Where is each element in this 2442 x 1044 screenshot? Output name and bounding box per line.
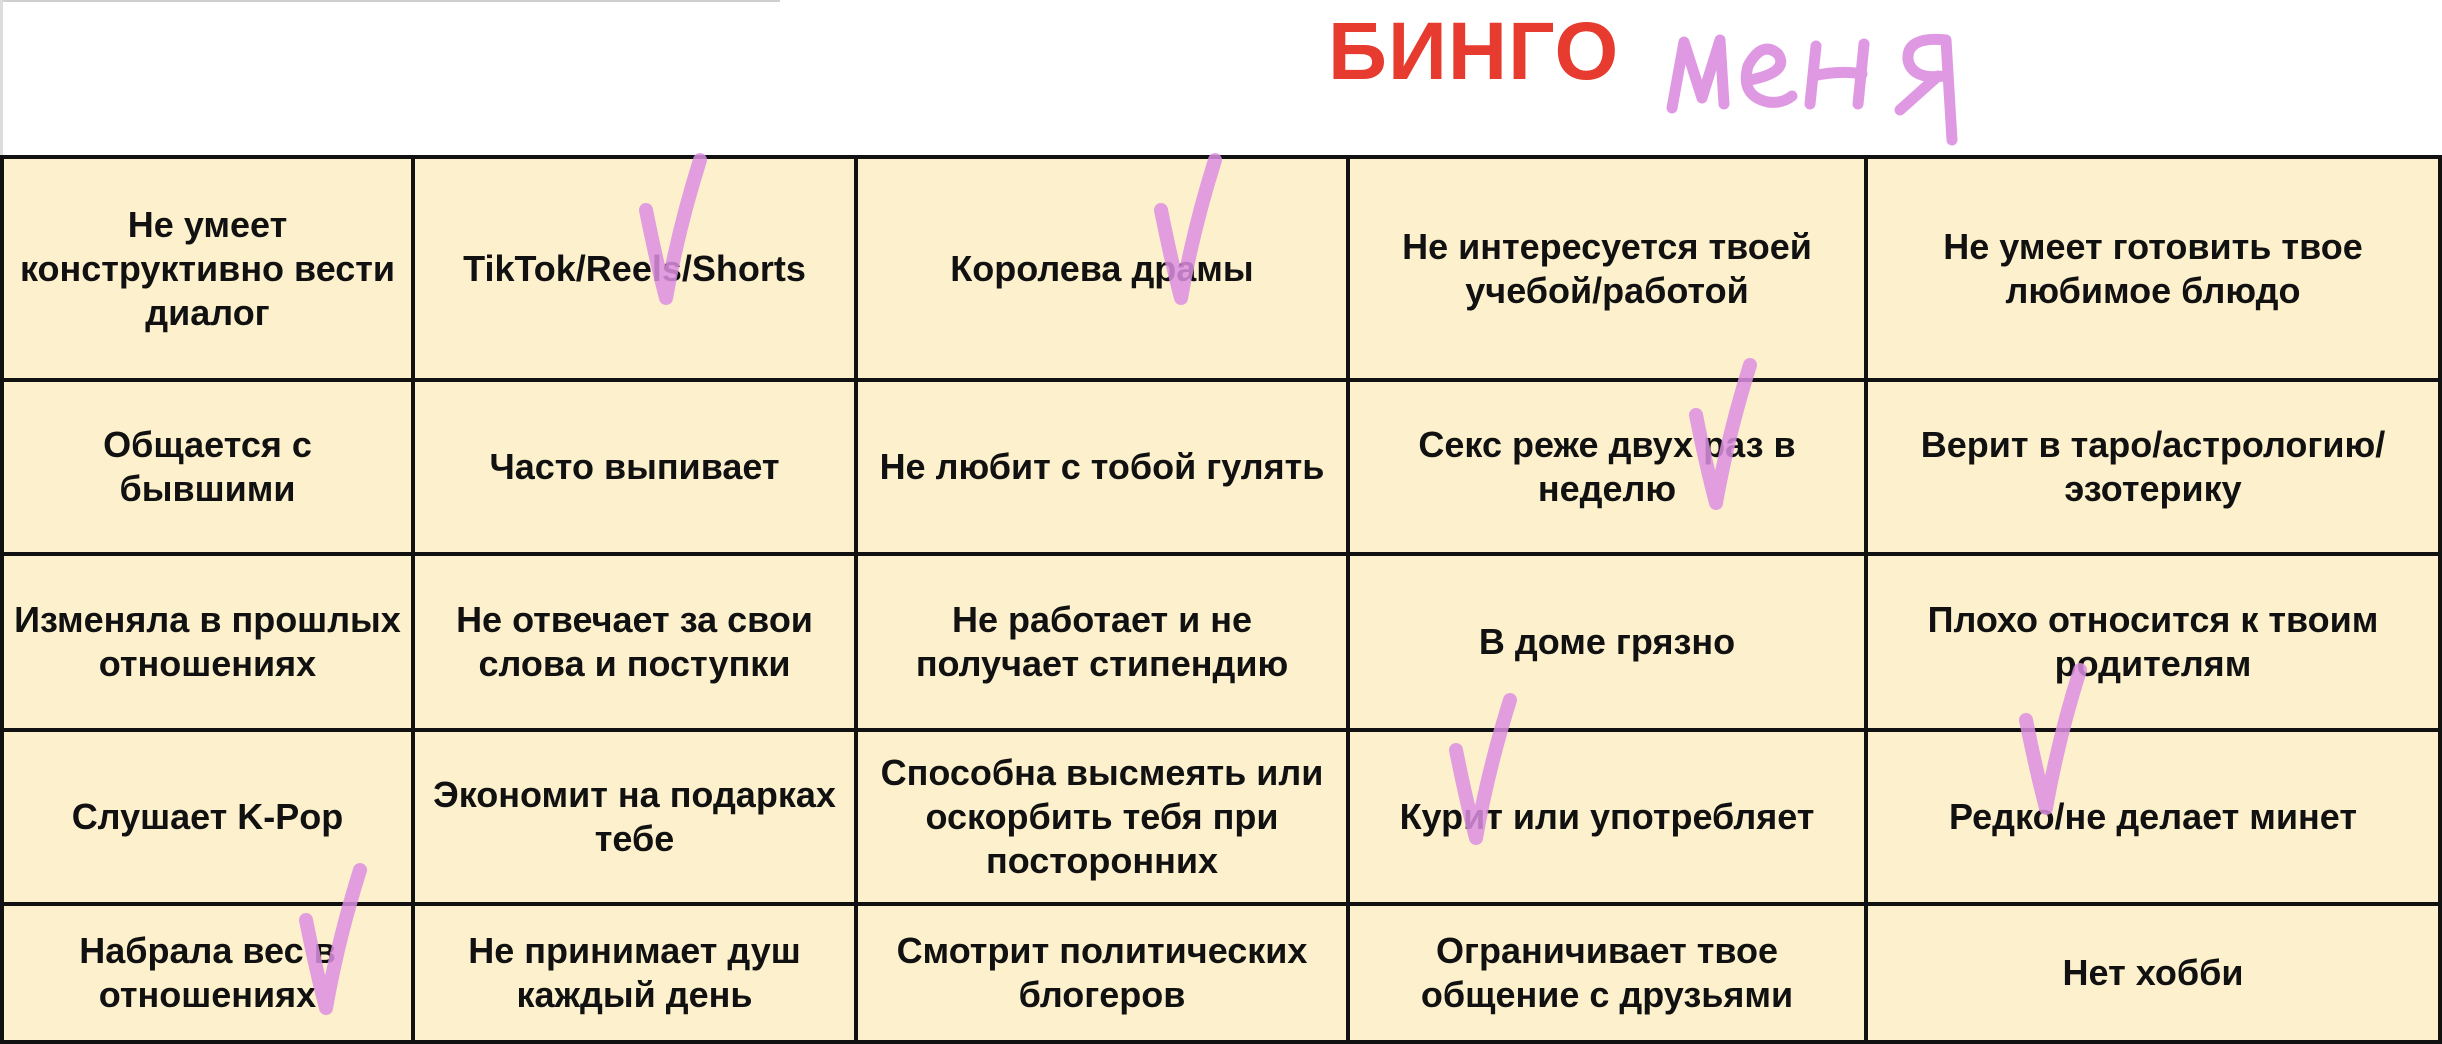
bingo-cell-label: Экономит на подарках тебе <box>433 774 836 859</box>
bingo-cell-label: Секс реже двух раз в неделю <box>1418 424 1796 509</box>
top-edge-line <box>0 0 780 2</box>
bingo-cell-label: Ограничивает твое общение с друзьями <box>1420 930 1794 1015</box>
bingo-cell <box>1868 556 2438 732</box>
bingo-cell <box>4 382 415 556</box>
handwritten-note <box>1650 0 2030 150</box>
bingo-cell <box>415 382 858 556</box>
bingo-cell-label: Способна высмеять или оскорбить тебя при посторонних <box>880 752 1324 881</box>
bingo-cell <box>4 906 415 1040</box>
bingo-cell-label: Не принимает душ каждый день <box>468 930 801 1015</box>
bingo-cell <box>1350 732 1868 906</box>
bingo-cell <box>415 556 858 732</box>
bingo-cell <box>858 556 1350 732</box>
bingo-cell-label: Не работает и не получает стипендию <box>915 599 1289 684</box>
bingo-board <box>0 155 2442 1044</box>
bingo-cell-label: Общается с бывшими <box>103 424 312 509</box>
bingo-cell <box>858 906 1350 1040</box>
bingo-title: БИНГО <box>1328 6 1620 97</box>
bingo-cell <box>1350 159 1868 382</box>
bingo-cell-label: Не умеет готовить твое любимое блюдо <box>1943 225 2363 311</box>
bingo-cell <box>4 732 415 906</box>
bingo-cell <box>415 732 858 906</box>
bingo-cell-label: Нет хобби <box>2062 952 2244 993</box>
bingo-cell <box>415 159 858 382</box>
bingo-cell <box>1350 906 1868 1040</box>
bingo-cell <box>858 159 1350 382</box>
left-edge-line <box>0 0 3 160</box>
bingo-cell-label: TikTok/Reels/Shorts <box>463 247 806 289</box>
bingo-cell <box>1868 382 2438 556</box>
bingo-cell-label: Редко/не делает минет <box>1949 796 2357 837</box>
bingo-cell <box>858 732 1350 906</box>
bingo-cell-label: Часто выпивает <box>489 446 780 487</box>
bingo-cell <box>4 556 415 732</box>
bingo-cell <box>1350 382 1868 556</box>
bingo-cell-label: Смотрит политических блогеров <box>896 930 1308 1015</box>
bingo-cell-label: Плохо относится к твоим родителям <box>1927 599 2379 684</box>
bingo-cell-label: Слушает K-Pop <box>71 796 344 837</box>
bingo-cell <box>4 159 415 382</box>
bingo-cell <box>415 906 858 1040</box>
bingo-cell-label: Верит в таро/астрологию/эзотерику <box>1920 424 2386 509</box>
bingo-cell-label: Набрала вес в отношениях <box>79 930 336 1015</box>
bingo-cell-label: Не отвечает за свои слова и поступки <box>456 599 813 684</box>
bingo-cell <box>1868 732 2438 906</box>
bingo-cell-label: Курит или употребляет <box>1399 796 1815 837</box>
bingo-cell-label: Не любит с тобой гулять <box>879 446 1325 487</box>
bingo-cell-label: Не умеет конструктивно вести диалог <box>19 203 396 333</box>
bingo-cell-label: В доме грязно <box>1478 621 1736 662</box>
bingo-cell-label: Изменяла в прошлых отношениях <box>14 599 401 684</box>
bingo-cell <box>858 382 1350 556</box>
bingo-cell-label: Не интересуется твоей учебой/работой <box>1402 225 1812 311</box>
bingo-cell <box>1868 159 2438 382</box>
bingo-cell <box>1350 556 1868 732</box>
bingo-cell <box>1868 906 2438 1040</box>
bingo-cell-label: Королева драмы <box>950 247 1254 289</box>
